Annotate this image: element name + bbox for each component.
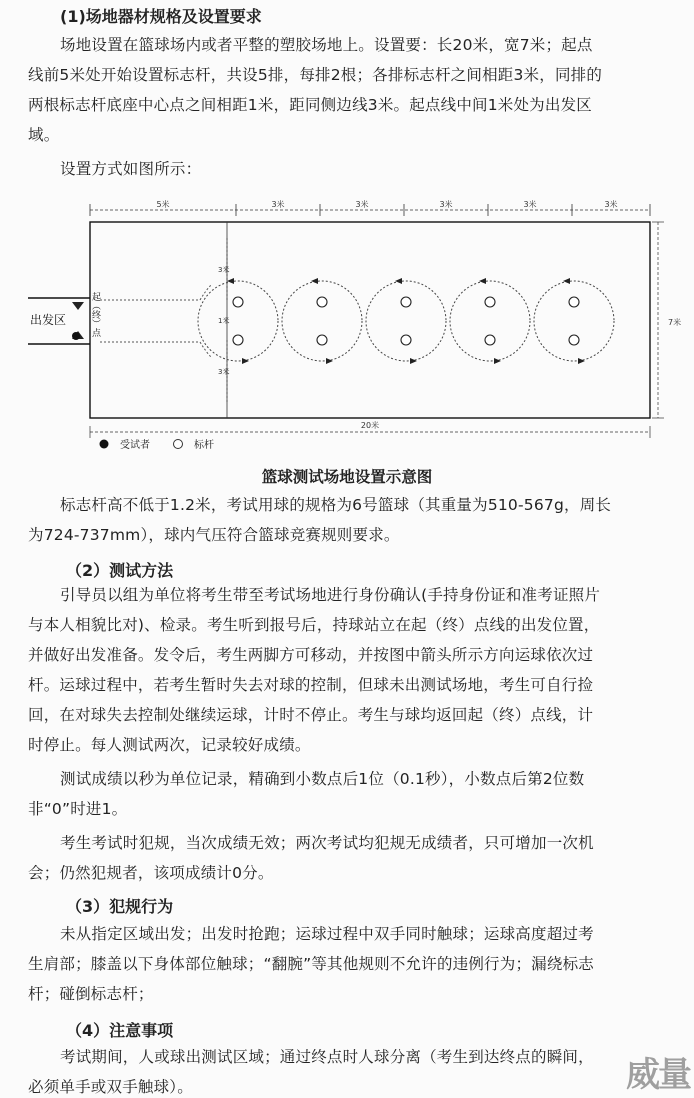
text-line: 标志杆高不低于1.2米，考试用球的规格为6号篮球（其重量为510-567g，周长 [60,496,612,514]
legend-subject-icon [100,440,109,449]
watermark-logo: 威量 [626,1055,690,1095]
section2-paragraph-2 [28,764,668,824]
text-line: 未从指定区域出发；出发时抢跑；运球过程中双手同时触球；运球高度超过考 [60,925,594,943]
text-line: 考试期间，人或球出测试区域；通过终点时人球分离（考生到达终点的瞬间， [60,1048,594,1066]
section1-paragraph [28,30,668,150]
section3-paragraph [28,919,668,1009]
text-line: 线前5米处开始设置标志杆，共设5排，每排2根；各排标志杆之间相距3米，同排的 [28,66,603,84]
text-line: 回，在对球失去控制处继续运球，计时不停止。考生与球均返回起（终）点线，计 [28,706,594,724]
top-dimensions [90,204,650,216]
text-line: 场地设置在篮球场内或者平整的塑胶场地上。设置要：长20米，宽7米；起点 [60,36,593,54]
start-line-label: 起（终）点 [90,292,100,337]
text-line: 域。 [28,126,60,144]
text-line: 时停止。每人测试两次，记录较好成绩。 [28,736,311,754]
text-line: 杆；碰倒标志杆； [28,985,154,1003]
legend-subject-label: 受试者 [120,440,150,451]
section4-heading: （4）注意事项 [66,1021,174,1040]
text-line: 引导员以组为单位将考生带至考试场地进行身份确认(手持身份证和准考证照片 [60,586,601,604]
equipment-paragraph [28,490,668,550]
legend-pole-label: 标杆 [194,440,214,451]
direction-arrow [563,278,570,284]
dim-label: 1米 [218,317,230,325]
pole-rings [198,278,614,364]
start-area-label: 出发区 [30,313,67,327]
dribble-ring [282,281,362,361]
dim-label: 3米 [604,200,618,209]
legend-pole-icon [174,440,183,449]
marker-pole [233,297,243,307]
marker-pole [317,297,327,307]
diagram-caption: 篮球测试场地设置示意图 [261,468,433,486]
dribble-ring [534,281,614,361]
marker-pole [569,335,579,345]
text-line: 杆。运球过程中，若考生暂时失去对球的控制，但球未出测试场地，考生可自行捡 [28,676,594,694]
text-line: 并做好出发准备。发令后，考生两脚方可移动，并按图中箭头所示方向运球依次过 [28,646,594,664]
text-line: 测试成绩以秒为单位记录，精确到小数点后1位（0.1秒），小数点后第2位数 [60,770,585,788]
dribble-ring [366,281,446,361]
section2-heading: （2）测试方法 [66,561,174,580]
court-diagram [0,190,694,460]
direction-arrow [395,278,402,284]
section2-paragraph [28,580,668,760]
direction-arrow [242,358,249,364]
section1-heading: (1)场地器材规格及设置要求 [60,7,262,26]
direction-arrow [578,358,585,364]
marker-pole [485,297,495,307]
marker-pole [401,335,411,345]
direction-arrow [326,358,333,364]
subject-marker [72,332,80,340]
text-line: 为724-737mm），球内气压符合篮球竞赛规则要求。 [28,526,400,544]
text-line: 非“0”时进1。 [28,800,128,818]
direction-arrow [479,278,486,284]
direction-arrow [311,278,318,284]
dim-label: 7米 [668,318,682,327]
dim-label: 3米 [271,200,285,209]
section2-paragraph-3 [28,828,668,888]
dribble-path [100,284,212,358]
dribble-ring [450,281,530,361]
text-line: 考生考试时犯规，当次成绩无效；两次考试均犯规无成绩者，只可增加一次机 [60,834,594,852]
section1-paragraph-2 [28,154,668,184]
direction-arrow [494,358,501,364]
direction-arrow [227,278,234,284]
marker-pole [569,297,579,307]
text-line: 两根标志杆底座中心点之间相距1米，距同侧边线3米。起点线中间1米处为出发区 [28,96,592,114]
text-line: 必须单手或双手触球）。 [28,1078,193,1096]
dim-label: 5米 [156,200,170,209]
marker-pole [401,297,411,307]
marker-pole [317,335,327,345]
text-line: 与本人相貌比对)、检录。考生听到报号后，持球站立在起（终）点线的出发位置， [28,616,600,634]
dim-label: 3米 [439,200,453,209]
dim-label: 3米 [218,266,230,274]
marker-pole [485,335,495,345]
dim-label: 3米 [355,200,369,209]
dim-label: 3米 [523,200,537,209]
court-boundary [90,222,650,418]
direction-arrow [410,358,417,364]
dim-label: 20米 [360,421,380,430]
dim-label: 3米 [218,368,230,376]
text-line: 会；仍然犯规者，该项成绩计0分。 [28,864,274,882]
section3-heading: （3）犯规行为 [66,897,174,916]
dribble-ring [198,281,278,361]
text-line: 生肩部；膝盖以下身体部位触球；“翻腕”等其他规则不允许的违例行为；漏绕标志 [28,955,594,973]
section4-paragraph [28,1042,668,1098]
marker-pole [233,335,243,345]
text-line: 设置方式如图所示： [60,160,202,178]
